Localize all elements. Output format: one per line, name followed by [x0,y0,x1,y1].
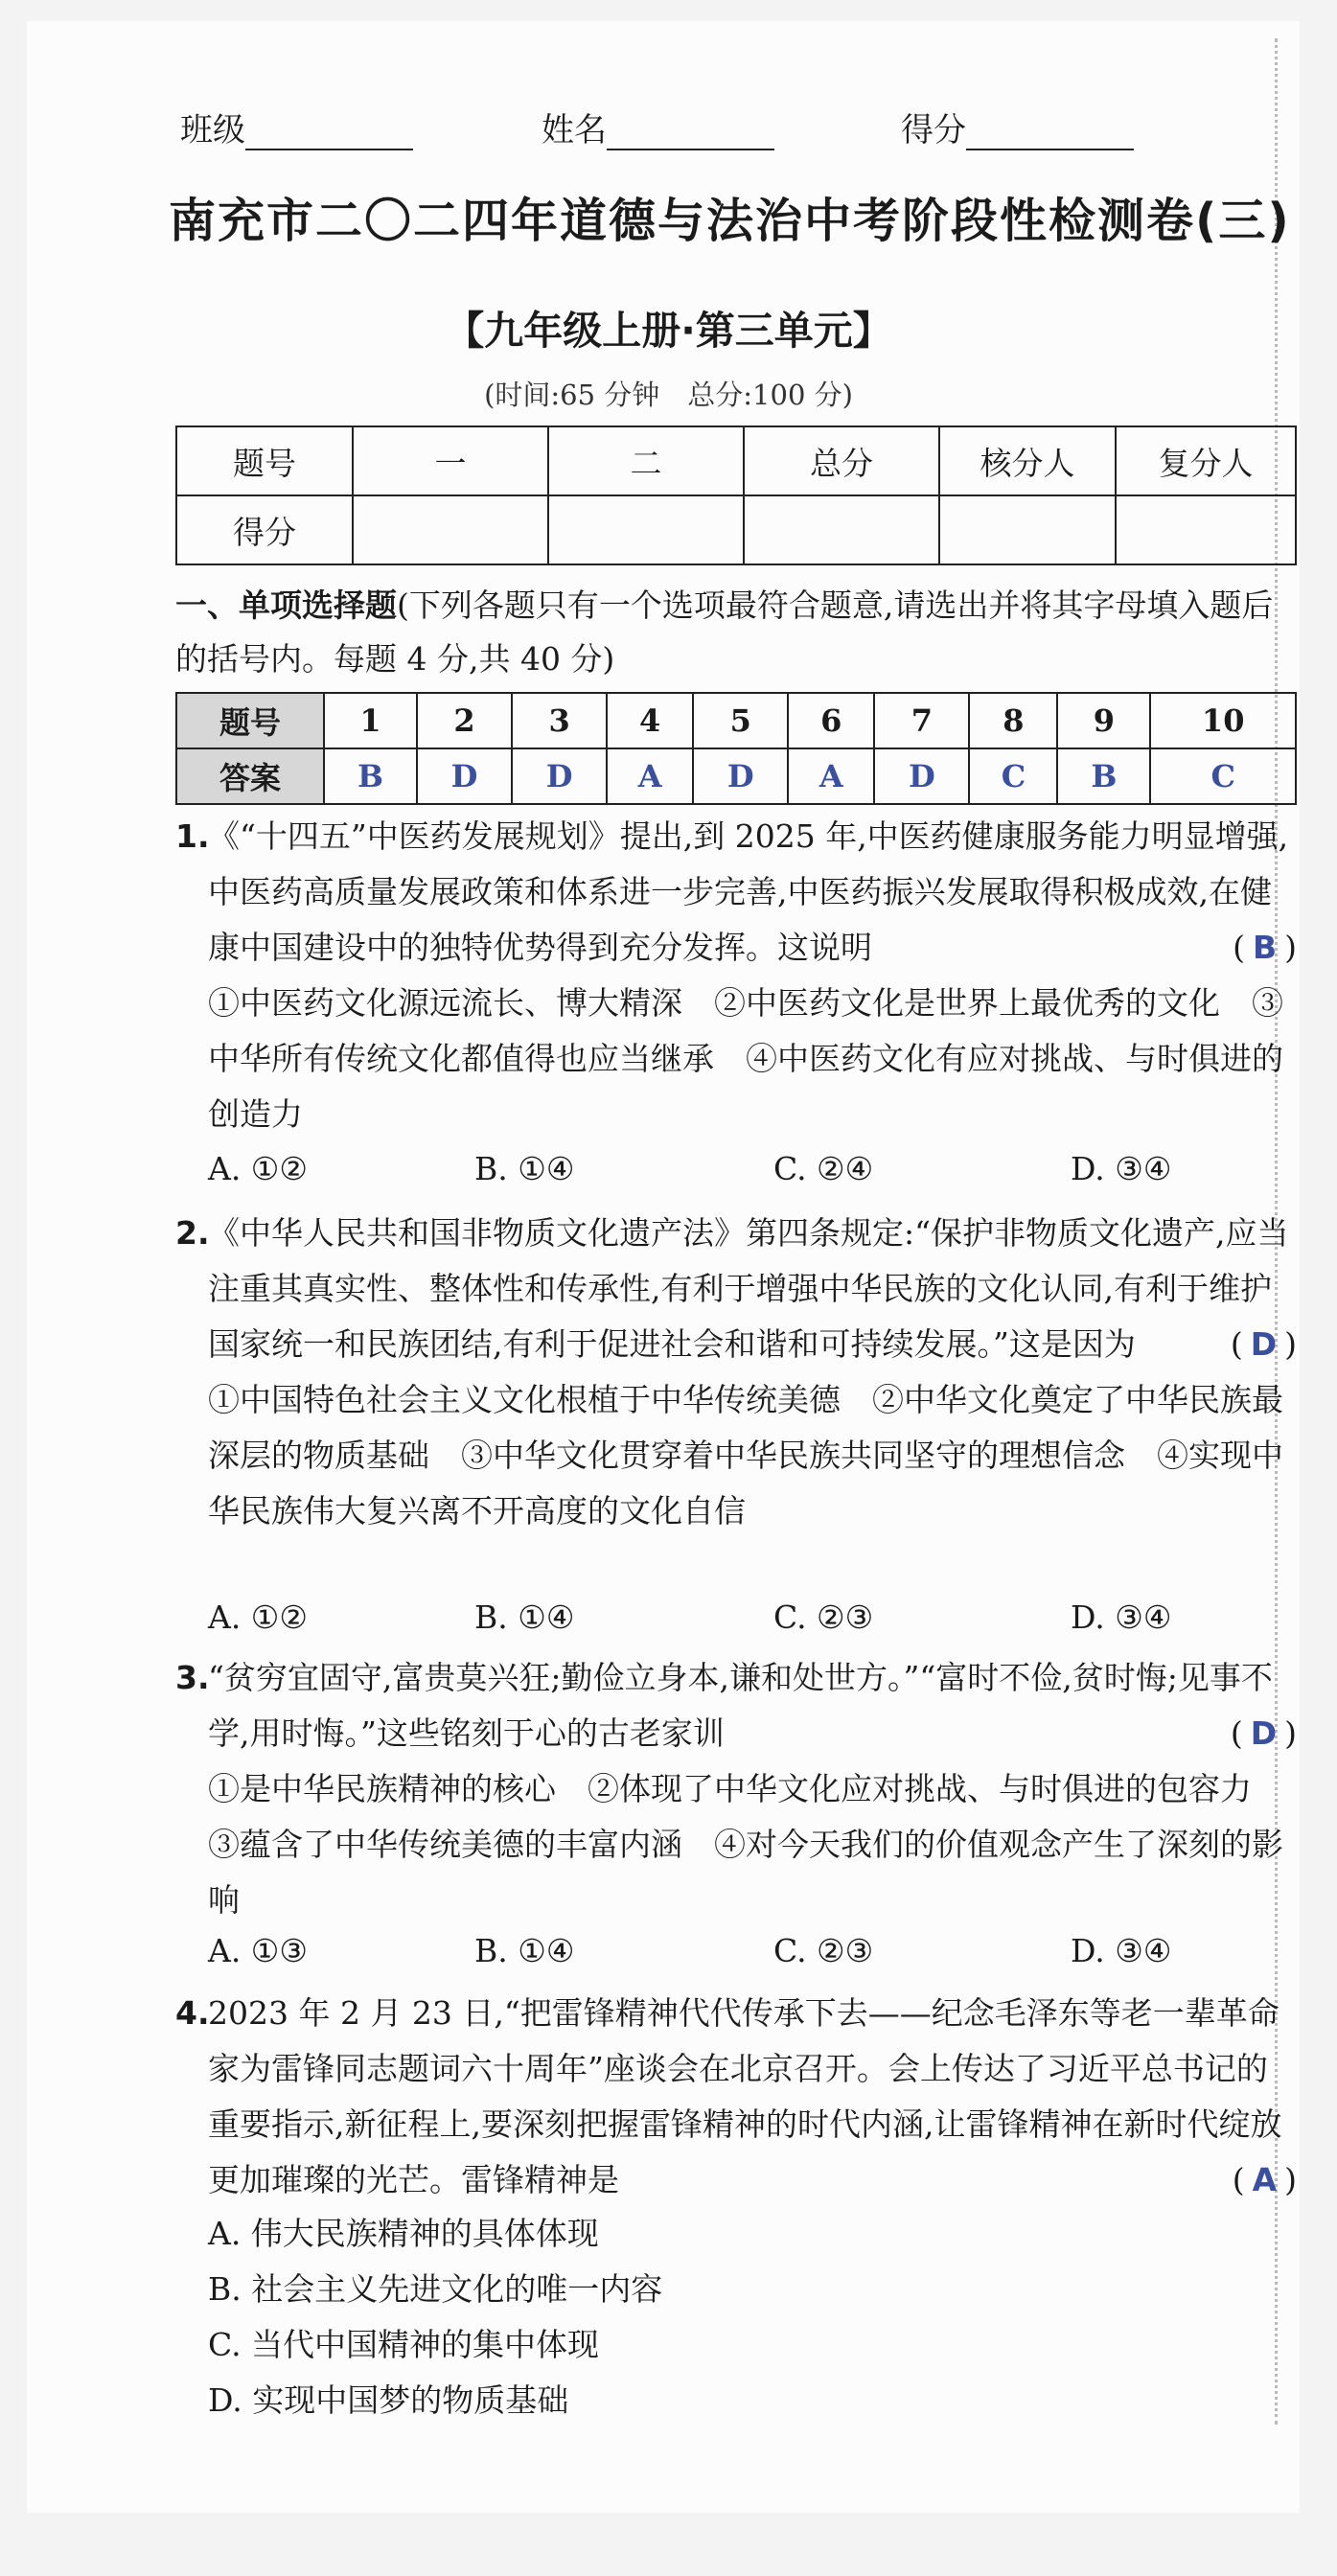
score-cell[interactable] [744,495,939,564]
answer-cell: D [417,748,512,804]
option: A. ①③ [208,1932,308,1969]
question-answer: A [1252,2161,1278,2198]
answer-cell: A [788,748,874,804]
section-heading [175,579,1297,686]
answer-cell: D [693,748,788,804]
answer-cell: D [874,748,969,804]
option: B. ①④ [474,1150,575,1187]
name-field [542,104,774,150]
option: A. ①② [208,1598,308,1636]
answer-ans-label: 答案 [176,748,324,804]
option: C. ②③ [773,1932,874,1969]
question-number: 1. [175,817,210,855]
answer-num: 4 [607,693,693,748]
class-field [180,104,413,150]
question-answer: D [1250,1714,1278,1752]
score-cell[interactable] [353,495,548,564]
options-q4 [208,2206,1297,2428]
name-label: 姓名 [542,111,607,150]
answer-cell: B [324,748,417,804]
answer-num: 2 [417,693,512,748]
answer-cell: B [1057,748,1150,804]
score-header: 总分 [744,426,939,495]
score-cell[interactable] [1116,495,1296,564]
answer-bracket: ( D ) [1230,1325,1297,1363]
answer-bracket: ( D ) [1230,1714,1297,1752]
question-stem: “贫穷宜固守,富贵莫兴狂;勤俭立身本,谦和处世方。”“富时不俭,贫时悔;见事不学,用时悔。”这些铭刻于心的古老家训 [208,1659,1273,1752]
score-label: 得分 [901,111,966,150]
question-1 [175,809,1297,1142]
answer-cell: D [512,748,607,804]
option: A. 伟大民族精神的具体体现 [208,2215,599,2252]
options-q2 [208,1598,1297,1641]
question-number: 3. [175,1659,210,1696]
option: B. ①④ [474,1598,575,1636]
question-statements: ①中国特色社会主义文化根植于中华传统美德 ②中华文化奠定了中华民族最深层的物质基础 ③中华文化贯穿着中华民族共同坚守的理想信念 ④实现中华民族伟大复兴离不开高度的文化自信 [208,1381,1283,1530]
option: D. ③④ [1071,1150,1172,1187]
question-3 [175,1650,1297,1928]
exam-title: 南充市二〇二四年道德与法治中考阶段性检测卷(三) [169,194,1291,248]
section-instruction: (下列各题只有一个选项最符合题意,请选出并将其字母填入题后的括号内。每题 4 分,共 40 分) [175,586,1274,678]
option: C. ②③ [773,1598,874,1636]
answer-num: 9 [1057,693,1150,748]
options-q1 [208,1150,1297,1192]
option: D. ③④ [1071,1932,1172,1969]
answer-num: 1 [324,693,417,748]
answer-num: 7 [874,693,969,748]
answer-cell: A [607,748,693,804]
answer-num: 10 [1150,693,1296,748]
score-cell[interactable] [548,495,744,564]
question-statements: ①是中华民族精神的核心 ②体现了中华文化应对挑战、与时俱进的包容力 ③蕴含了中华传统美德的丰富内涵 ④对今天我们的价值观念产生了深刻的影响 [208,1770,1283,1919]
score-header: 一 [353,426,548,495]
question-number: 4. [175,1994,210,2032]
question-answer: D [1250,1325,1278,1363]
answer-num: 8 [969,693,1057,748]
score-header: 二 [548,426,744,495]
section-title: 一、单项选择题 [175,586,397,624]
question-number: 2. [175,1214,210,1252]
score-row-label: 得分 [176,495,353,564]
score-table [175,426,1297,565]
answer-cell: C [1150,748,1296,804]
answer-num: 5 [693,693,788,748]
answer-num: 6 [788,693,874,748]
score-field [901,104,1134,150]
exam-subtitle: 【九年级上册·第三单元】 [445,308,892,354]
question-stem: 《“十四五”中医药发展规划》提出,到 2025 年,中医药健康服务能力明显增强,中医药高质量发展政策和体系进一步完善,中医药振兴发展取得积极成效,在健康中国建设中的独特优势得到充分发挥。这说明 [208,817,1289,966]
question-4 [175,1986,1297,2208]
score-header: 复分人 [1116,426,1296,495]
option: D. 实现中国梦的物质基础 [208,2381,569,2419]
option: B. ①④ [474,1932,575,1969]
question-stem: 2023 年 2 月 23 日,“把雷锋精神代代传承下去——纪念毛泽东等老一辈革命家为雷锋同志题词六十周年”座谈会在北京召开。会上传达了习近平总书记的重要指示,新征程上,要深刻把握雷锋精神的时代内涵,让雷锋精神在新时代绽放更加璀璨的光芒。雷锋精神是 [208,1994,1282,2198]
score-header: 题号 [176,426,353,495]
option: B. 社会主义先进文化的唯一内容 [208,2270,663,2308]
answer-table [175,692,1297,805]
score-header: 核分人 [939,426,1116,495]
score-cell[interactable] [939,495,1116,564]
options-q3 [208,1932,1297,1974]
answer-cell: C [969,748,1057,804]
answer-bracket: ( B ) [1233,929,1297,966]
question-statements: ①中医药文化源远流长、博大精深 ②中医药文化是世界上最优秀的文化 ③中华所有传统文化都值得也应当继承 ④中医药文化有应对挑战、与时俱进的创造力 [208,984,1283,1133]
answer-num: 3 [512,693,607,748]
option: A. ①② [208,1150,308,1187]
option: C. 当代中国精神的集中体现 [208,2326,600,2363]
class-label: 班级 [180,111,245,150]
question-2 [175,1206,1297,1539]
question-stem: 《中华人民共和国非物质文化遗产法》第四条规定:“保护非物质文化遗产,应当注重其真实性、整体性和传承性,有利于增强中华民族的文化认同,有利于维护国家统一和民族团结,有利于促进社会和谐和可持续发展。”这是因为 [208,1214,1289,1363]
answer-bracket: ( A ) [1232,2161,1297,2198]
answer-num-label: 题号 [176,693,324,748]
option: C. ②④ [773,1150,874,1187]
question-answer: B [1252,929,1278,966]
time-info: (时间:65 分钟 总分:100 分) [484,379,853,411]
option: D. ③④ [1071,1598,1172,1636]
